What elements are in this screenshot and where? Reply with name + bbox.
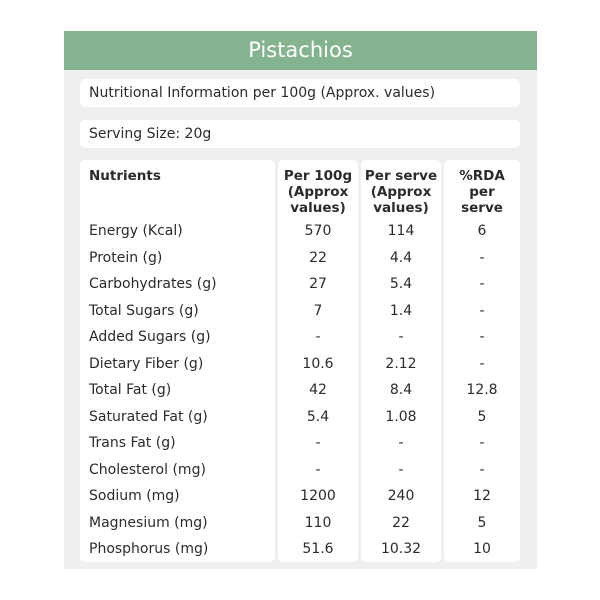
nutrients-column xyxy=(80,160,275,562)
rda-value: 10 xyxy=(473,541,491,557)
nutrient-name: Added Sugars (g) xyxy=(89,329,211,345)
nutrient-name: Dietary Fiber (g) xyxy=(89,355,204,372)
per-serve-value: 10.32 xyxy=(380,541,422,557)
per-100g-column xyxy=(278,160,358,562)
nutrient-name: Sodium (mg) xyxy=(89,488,180,504)
nutrient-name: Energy (Kcal) xyxy=(89,223,183,239)
per-serve-value: 22 xyxy=(392,514,410,531)
rda-value: 6 xyxy=(477,223,487,239)
per-100g-value: - xyxy=(315,329,321,345)
per-serve-value: 4.4 xyxy=(389,249,413,266)
per-100g-value: 110 xyxy=(304,514,332,531)
per-100g-value: 42 xyxy=(309,382,327,398)
rda-value: - xyxy=(479,329,485,345)
nutrient-name: Total Sugars (g) xyxy=(89,302,199,319)
nutrient-name: Cholesterol (mg) xyxy=(89,461,206,478)
per-serve-value: 5.4 xyxy=(389,276,413,292)
per-serve-value: - xyxy=(398,435,404,451)
rda-column xyxy=(444,160,520,562)
rda-value: - xyxy=(479,435,485,451)
rda-value: - xyxy=(479,355,485,372)
nutrient-name: Trans Fat (g) xyxy=(89,435,176,451)
column-header-per-serve: Per serve (Approx values) xyxy=(364,168,438,216)
per-100g-value: 22 xyxy=(309,249,327,266)
per-100g-value: 7 xyxy=(313,302,323,319)
nutrient-name: Carbohydrates (g) xyxy=(89,276,217,292)
rda-value: - xyxy=(479,249,485,266)
per-serve-column xyxy=(361,160,441,562)
column-header-nutrients: Nutrients xyxy=(89,168,161,184)
per-100g-value: 51.6 xyxy=(302,541,334,557)
per-100g-value: 5.4 xyxy=(306,408,330,425)
per-serve-value: 1.08 xyxy=(385,408,417,425)
per-serve-value: 1.4 xyxy=(389,302,413,319)
per-100g-value: - xyxy=(315,461,321,478)
per-serve-value: 114 xyxy=(387,223,415,239)
per-100g-value: 1200 xyxy=(300,488,336,504)
rda-value: - xyxy=(479,302,485,319)
per-100g-value: 27 xyxy=(309,276,327,292)
nutrition-panel xyxy=(64,31,537,569)
per-100g-value: 10.6 xyxy=(302,355,334,372)
nutrient-name: Magnesium (mg) xyxy=(89,514,208,531)
rda-value: - xyxy=(479,461,485,478)
rda-value: 5 xyxy=(477,514,487,531)
per-100g-value: 570 xyxy=(304,223,332,239)
rda-value: 12 xyxy=(473,488,491,504)
rda-value: 5 xyxy=(477,408,487,425)
per-serve-value: - xyxy=(398,461,404,478)
nutrient-name: Total Fat (g) xyxy=(89,382,172,398)
per-serve-value: - xyxy=(398,329,404,345)
per-serve-value: 2.12 xyxy=(385,355,417,372)
rda-value: - xyxy=(479,276,485,292)
per-100g-value: - xyxy=(315,435,321,451)
product-title: Pistachios xyxy=(64,31,537,70)
serving-size: Serving Size: 20g xyxy=(80,120,520,148)
rda-value: 12.8 xyxy=(466,382,498,398)
per-serve-value: 8.4 xyxy=(389,382,413,398)
nutrition-info-line: Nutritional Information per 100g (Approx. values) xyxy=(80,79,520,107)
column-header-per-100g: Per 100g (Approx values) xyxy=(283,168,353,216)
nutrient-name: Protein (g) xyxy=(89,249,163,266)
per-serve-value: 240 xyxy=(387,488,415,504)
nutrient-name: Phosphorus (mg) xyxy=(89,541,209,557)
nutrient-name: Saturated Fat (g) xyxy=(89,408,208,425)
column-header-rda: %RDA per serve xyxy=(459,168,505,216)
